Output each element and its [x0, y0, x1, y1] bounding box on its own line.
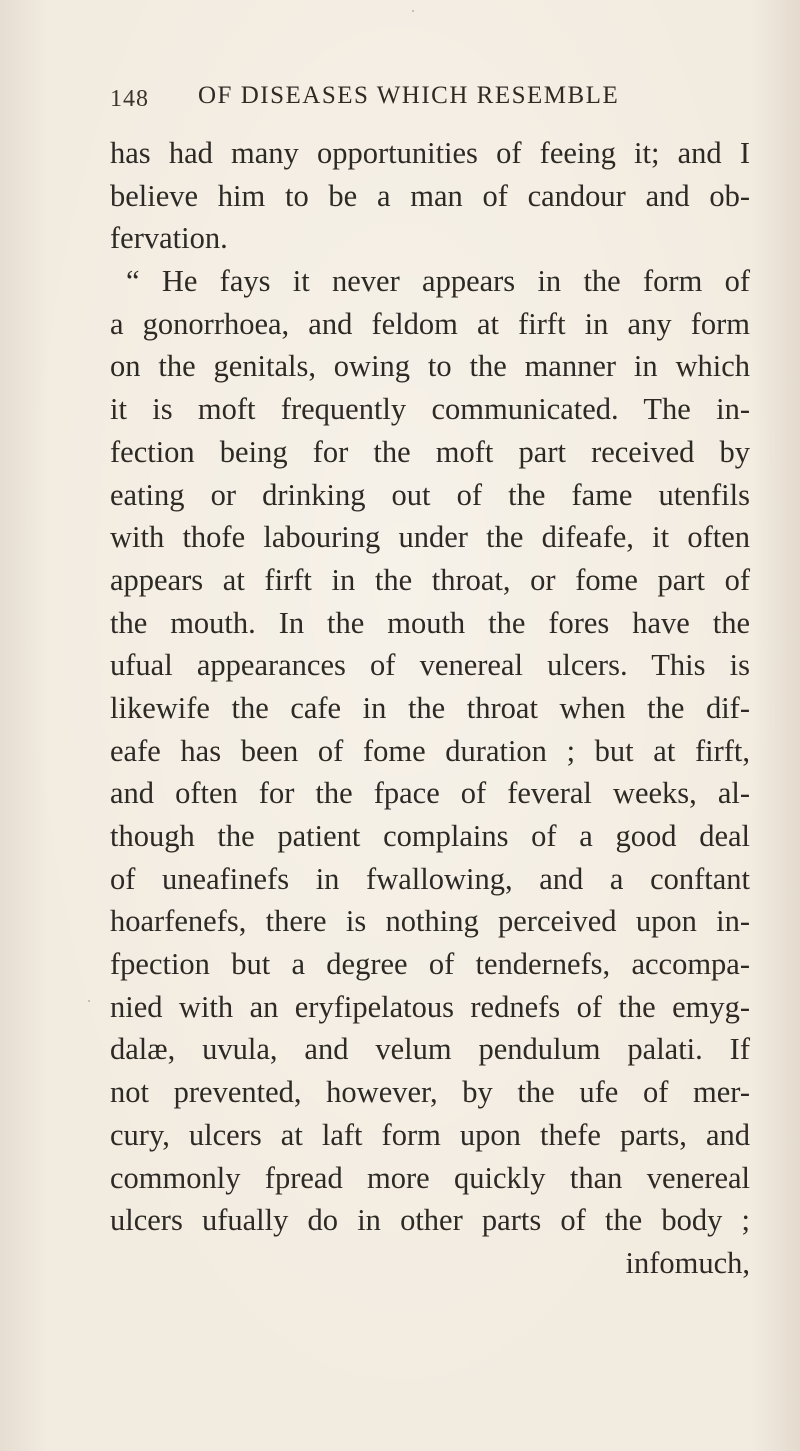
body-text	[110, 132, 750, 1285]
page-number: 148	[110, 86, 149, 112]
text-line: cury, ulcers at laft form upon thefe parts, and	[110, 1117, 750, 1152]
text-line: ufual appearances of venereal ulcers. This is	[110, 648, 750, 683]
text-line: believe him to be a man of candour and ob-	[110, 178, 750, 213]
text-line: fection being for the moft part received by	[110, 434, 750, 469]
running-head	[0, 82, 800, 118]
text-line: on the genitals, owing to the manner in which	[110, 349, 750, 384]
text-line: with thofe labouring under the difeafe, it often	[110, 520, 750, 555]
text-line: eafe has been of fome duration ; but at firft,	[110, 733, 750, 768]
text-line: nied with an eryfipelatous rednefs of the emyg-	[110, 989, 750, 1024]
text-line: fpection but a degree of tendernefs, accompa-	[110, 947, 750, 982]
text-line: though the patient complains of a good deal	[110, 819, 750, 853]
text-line: dalæ, uvula, and velum pendulum palati. If	[110, 1032, 750, 1067]
text-line: a gonorrhoea, and feldom at firft in any form	[110, 306, 750, 341]
text-line: “ He fays it never appears in the form of	[126, 264, 750, 299]
catchword: infomuch,	[625, 1245, 750, 1280]
text-line: ulcers ufually do in other parts of the body ;	[110, 1203, 750, 1238]
text-line: of uneafinefs in fwallowing, and a conftant	[110, 861, 750, 896]
text-line: eating or drinking out of the fame utenfils	[110, 477, 750, 512]
text-line: appears at firft in the throat, or fome part of	[110, 562, 750, 597]
text-line: and often for the fpace of feveral weeks, al-	[110, 776, 750, 811]
paper-speck	[88, 1000, 90, 1002]
text-line: not prevented, however, by the ufe of mer-	[110, 1075, 750, 1110]
paper-speck	[412, 10, 414, 12]
running-head-title: OF DISEASES WHICH RESEMBLE	[198, 82, 620, 109]
text-line: commonly fpread more quickly than venereal	[110, 1160, 750, 1195]
text-line: likewife the cafe in the throat when the dif-	[110, 690, 750, 725]
text-line: it is moft frequently communicated. The in-	[110, 392, 750, 427]
text-line: has had many opportunities of feeing it; and I	[110, 136, 750, 170]
text-line: the mouth. In the mouth the fores have the	[110, 605, 750, 640]
text-line: fervation.	[110, 221, 228, 256]
paper-speck	[722, 700, 724, 702]
text-line: hoarfenefs, there is nothing perceived upon in-	[110, 904, 750, 939]
